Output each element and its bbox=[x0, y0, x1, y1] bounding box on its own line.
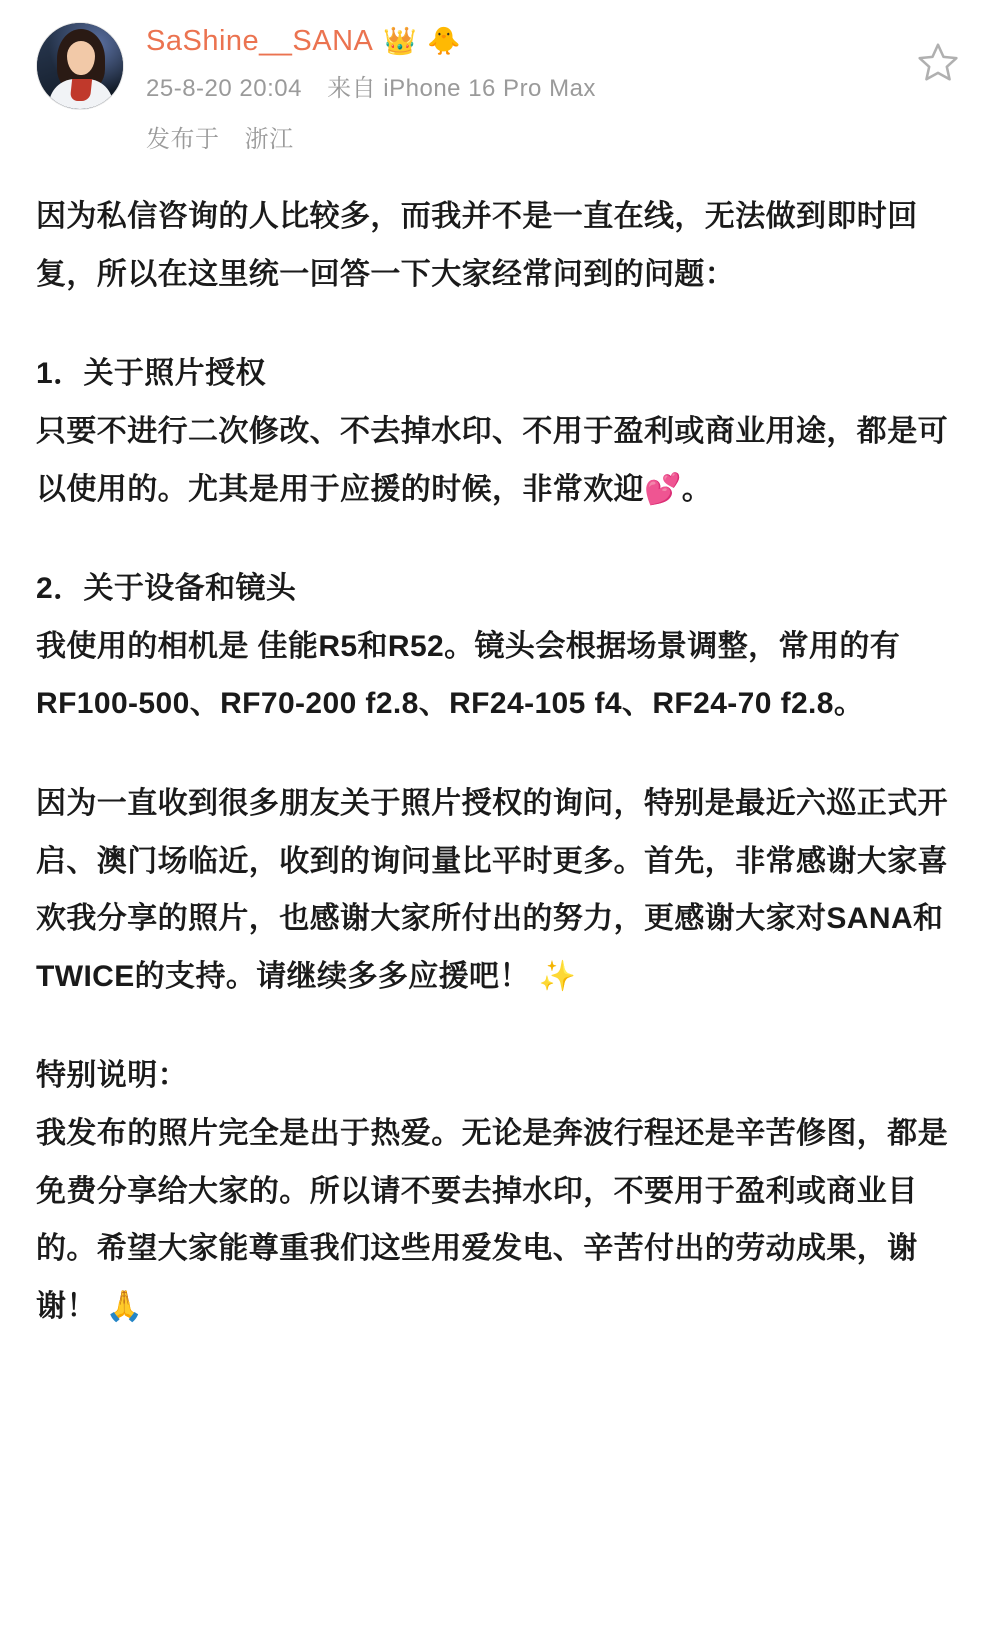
post-subheading: 2．关于设备和镜头 bbox=[36, 572, 297, 606]
post-source[interactable]: iPhone 16 Pro Max bbox=[383, 74, 596, 102]
username-row bbox=[146, 24, 964, 59]
chick-icon: 🐥 bbox=[427, 25, 461, 56]
paragraph-spacer bbox=[36, 733, 964, 775]
post-paragraph: 因为一直收到很多朋友关于照片授权的询问，特别是最近六巡正式开启、澳门场临近，收到的询问量比平时更多。首先，非常感谢大家喜欢我分享的照片，也感谢大家所付出的努力，更感谢大家对SANA和TWICE的支持。请继续多多应援吧！ ✨ bbox=[36, 786, 948, 993]
avatar-face bbox=[67, 41, 95, 75]
paragraph-spacer bbox=[36, 1005, 964, 1047]
author-meta bbox=[146, 22, 964, 154]
paragraph-spacer bbox=[36, 303, 964, 345]
crown-icon: 👑 bbox=[383, 25, 417, 56]
post-paragraph: 我发布的照片完全是出于热爱。无论是奔波行程还是辛苦修图，都是免费分享给大家的。所以请不要去掉水印，不要用于盈利或商业目的。希望大家能尊重我们这些用爱发电、辛苦付出的劳动成果，谢谢！ 🙏 bbox=[36, 1116, 948, 1323]
post-content bbox=[36, 188, 964, 1335]
post-subheading: 1．关于照片授权 bbox=[36, 357, 266, 391]
paragraph-spacer bbox=[36, 518, 964, 560]
post-timestamp: 25-8-20 20:04 bbox=[146, 74, 302, 102]
author-name[interactable]: SaShine__SANA bbox=[146, 25, 374, 57]
post-location-line bbox=[146, 119, 964, 154]
post-header bbox=[36, 22, 964, 154]
post-paragraph: 只要不进行二次修改、不去掉水印、不用于盈利或商业用途，都是可以使用的。尤其是用于应援的时候，非常欢迎💕。 bbox=[36, 414, 948, 506]
post-location-prefix: 发布于 bbox=[146, 126, 220, 154]
post-source-prefix: 来自 bbox=[327, 74, 377, 102]
post-paragraph: 因为私信咨询的人比较多，而我并不是一直在线，无法做到即时回复，所以在这里统一回答一下大家经常问到的问题： bbox=[36, 200, 918, 291]
post-location: 浙江 bbox=[244, 126, 294, 154]
post-meta-line bbox=[146, 73, 964, 105]
avatar[interactable] bbox=[36, 22, 124, 110]
post-subheading: 特别说明： bbox=[36, 1059, 188, 1093]
favorite-star-icon[interactable] bbox=[914, 38, 962, 86]
post-paragraph: 我使用的相机是 佳能R5和R52。镜头会根据场景调整，常用的有RF100-500、RF70-200 f2.8、RF24-105 f4、RF24-70 f2.8。 bbox=[36, 629, 901, 721]
